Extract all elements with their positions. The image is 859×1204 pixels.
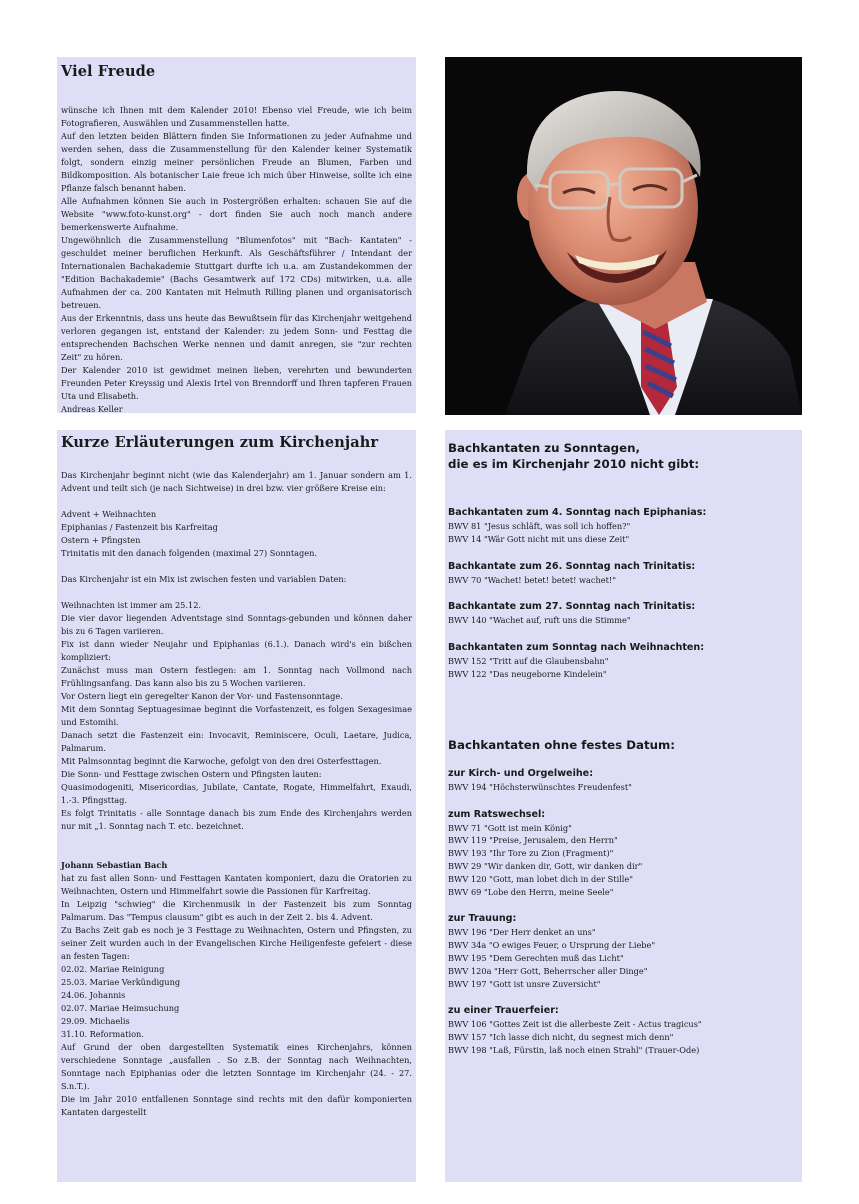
feast-item: 29.09. Michaelis (61, 1016, 130, 1026)
intro-paragraph: Auf den letzten beiden Blättern finden Sie Informationen zu jeder Aufnahme und werden sehen, dass die Zusammenstellung für den Kalender keiner Systematik folgt, sondern einzig meiner persönlichen Freude an Blumen, Farben und Bildkomposition. Als botanischer Laie freue ich mich über Hinweise, sollte ich eine Pflanze falsch benannt haben. (61, 131, 412, 193)
circle-item: Epiphanias / Fastenzeit bis Karfreitag (61, 522, 218, 532)
intro-paragraph: Aus der Erkenntnis, dass uns heute das Bewußtsein für das Kirchenjahr weitgehend verloren gegangen ist, entstand der Kalender: zu jedem Sonn- und Festtag die entsprechenden Bachschen Werke nennen und damit anregen, sie "zur rechten Zeit" zu hören. (61, 313, 412, 362)
signature: Andreas Keller (61, 404, 123, 414)
section-heading: Bachkantate zum 27. Sonntag nach Trinitatis: (448, 601, 696, 613)
feast-item: 24.06. Johannis (61, 990, 126, 1000)
intro-panel (57, 57, 416, 413)
cantata-item: BWV 34a "O ewiges Feuer, o Ursprung der Liebe" (448, 940, 656, 951)
detail-line: Danach setzt die Fastenzeit ein: Invocavit, Reminiscere, Oculi, Laetare, Judica, Palmarum. (61, 730, 412, 753)
intro-title: Viel Freude (61, 63, 156, 80)
cantata-item: BWV 193 "Ihr Tore zu Zion (Fragment)" (448, 848, 614, 859)
section-heading: zur Kirch- und Orgelweihe: (448, 767, 594, 779)
kirchenjahr-intro: Das Kirchenjahr beginnt nicht (wie das Kalenderjahr) am 1. Januar sondern am 1. Advent und teilt sich (je nach Sichtweise) in drei bzw. vier größere Kreise ein: (61, 470, 412, 493)
cantata-item: BWV 106 "Gottes Zeit ist die allerbeste Zeit - Actus tragicus" (448, 1019, 702, 1030)
detail-line: Quasimodogeniti, Misericordias, Jubilate, Cantate, Rogate, Himmelfahrt, Exaudi, 1.-3. Pfingsttag. (61, 782, 412, 805)
kantaten-panel (445, 430, 802, 1182)
kirchenjahr-mix: Das Kirchenjahr ist ein Mix ist zwischen festen und variablen Daten: (61, 574, 347, 584)
kantaten-section (448, 912, 798, 990)
detail-line: Die Sonn- und Festtage zwischen Ostern und Pfingsten lauten: (61, 769, 322, 779)
feast-item: 02.02. Mariae Reinigung (61, 964, 165, 974)
kantaten-section (448, 767, 798, 794)
detail-line: Weihnachten ist immer am 25.12. (61, 600, 202, 610)
section-heading: Bachkantate zum 26. Sonntag nach Trinitatis: (448, 560, 696, 572)
cantata-item: BWV 122 "Das neugeborne Kindelein" (448, 668, 607, 679)
intro-text (61, 104, 412, 416)
kantaten-title (448, 440, 798, 472)
cantata-item: BWV 198 "Laß, Fürstin, laß noch einen Strahl" (Trauer-Ode) (448, 1044, 700, 1055)
cantata-item: BWV 194 "Höchsterwünschtes Freudenfest" (448, 781, 632, 792)
detail-line: Die vier davor liegenden Adventstage sind Sonntags-gebunden und können daher bis zu 6 Tagen variieren. (61, 613, 412, 636)
kantaten-section (448, 506, 798, 546)
cantata-item: BWV 14 "Wär Gott nicht mit uns diese Zeit" (448, 533, 630, 544)
detail-line: Mit Palmsonntag beginnt die Karwoche, gefolgt von den drei Osterfesttagen. (61, 756, 382, 766)
free-title: Bachkantaten ohne festes Datum: (448, 737, 676, 752)
circle-item: Advent + Weihnachten (61, 509, 157, 519)
intro-paragraph: wünsche ich Ihnen mit dem Kalender 2010! Ebenso viel Freude, wie ich beim Fotografieren, Auswählen und Zusammenstellen hatte. (61, 105, 412, 128)
kirchenjahr-panel (57, 430, 416, 1182)
kantaten-section (448, 1004, 798, 1056)
feast-item: 25.03. Mariae Verkündigung (61, 977, 181, 987)
bach-paragraph: hat zu fast allen Sonn- und Festtagen Kantaten komponiert, dazu die Oratorien zu Weihnachten, Ostern und Himmelfahrt sowie die Passionen für Karfreitag. (61, 873, 412, 896)
kirchenjahr-text (61, 469, 412, 1119)
kantaten-section (448, 641, 798, 681)
closing-paragraph: Die im Jahr 2010 entfallenen Sonntage sind rechts mit den dafür komponierten Kantaten dargestellt (61, 1094, 412, 1117)
detail-line: Zunächst muss man Ostern festlegen: am 1. Sonntag nach Vollmond nach Frühlingsanfang. Das kann also bis zu 5 Wochen variieren. (61, 665, 412, 688)
kirchenjahr-title: Kurze Erläuterungen zum Kirchenjahr (61, 434, 379, 451)
section-heading: zu einer Trauerfeier: (448, 1005, 559, 1017)
cantata-item: BWV 70 "Wachet! betet! betet! wachet!" (448, 574, 616, 585)
section-heading: zur Trauung: (448, 913, 517, 925)
cantata-item: BWV 195 "Dem Gerechten muß das Licht" (448, 952, 624, 963)
cantata-item: BWV 81 "Jesus schläft, was soll ich hoffen?" (448, 521, 631, 531)
section-heading: Bachkantaten zum 4. Sonntag nach Epiphanias: (448, 507, 707, 518)
feast-item: 02.07. Mariae Heimsuchung (61, 1003, 180, 1013)
cantata-item: BWV 157 "Ich lasse dich nicht, du segnest mich denn" (448, 1032, 674, 1043)
intro-paragraph: Alle Aufnahmen können Sie auch in Postergrößen erhalten: schauen Sie auf die Website "www.foto-kunst.org" - dort finden Sie auch noch manch andere bemerkenswerte Aufnahme. (61, 196, 412, 232)
cantata-item: BWV 71 "Gott ist mein König" (448, 822, 572, 833)
cantata-item: BWV 120 "Gott, man lobet dich in der Stille" (448, 873, 634, 884)
intro-paragraph: Ungewöhnlich die Zusammenstellung "Blumenfotos" mit "Bach- Kantaten" - geschuldet meiner beruflichen Herkunft. Als Geschäftsführer / Intendant der Internationalen Bachakademie Stuttgart durfte ich u.a. am Zustandekommen der "Edition Bachakademie" (Bachs Gesamtwerk auf 172 CDs) mitwirken, u.a. alle Aufnahmen der ca. 200 Kantaten mit Helmuth Rilling planen und organisatorisch betreuen. (61, 235, 412, 310)
detail-line: Vor Ostern liegt ein geregelter Kanon der Vor- und Fastensonntage. (61, 691, 343, 701)
kantaten-section (448, 808, 798, 899)
cantata-item: BWV 152 "Tritt auf die Glaubensbahn" (448, 656, 609, 667)
kantaten-title-line: Bachkantaten zu Sonntagen, (448, 441, 640, 455)
detail-line: Fix ist dann wieder Neujahr und Epiphanias (6.1.). Danach wird's ein bißchen kompliziert: (61, 639, 412, 662)
detail-line: Es folgt Trinitatis - alle Sonntage danach bis zum Ende des Kirchenjahrs werden nur mit „1. Sonntag nach T. etc. bezeichnet. (61, 808, 412, 831)
cantata-item: BWV 140 "Wachet auf, ruft uns die Stimme" (448, 615, 631, 626)
kantaten-title-line: die es im Kirchenjahr 2010 nicht gibt: (448, 457, 700, 471)
bach-paragraph: Zu Bachs Zeit gab es noch je 3 Festtage zu Weihnachten, Ostern und Pfingsten, zu seiner Zeit wurden auch in der Evangelischen Kirche Heiligenfeste gefeiert - diese an festen Tagen: (61, 925, 412, 961)
detail-line: Mit dem Sonntag Septuagesimae beginnt die Vorfastenzeit, es folgen Sexagesimae und Estomihi. (61, 704, 412, 727)
cantata-item: BWV 120a "Herr Gott, Beherrscher aller Dinge" (448, 965, 648, 976)
cantata-item: BWV 119 "Preise, Jerusalem, den Herrn" (448, 835, 618, 846)
kantaten-section (448, 600, 798, 627)
cantata-item: BWV 29 "Wir danken dir, Gott, wir danken dir" (448, 860, 643, 871)
portrait-image (445, 57, 802, 415)
circle-item: Trinitatis mit den danach folgenden (maximal 27) Sonntagen. (61, 548, 318, 558)
cantata-item: BWV 69 "Lobe den Herrn, meine Seele" (448, 886, 614, 897)
circle-item: Ostern + Pfingsten (61, 535, 141, 545)
kantaten-section (448, 560, 798, 587)
closing-paragraph: Auf Grund der oben dargestellten Systematik eines Kirchenjahrs, können verschiedene Sonntage „ausfallen . So z.B. der Sonntag nach Weihnachten, Sonntage nach Epiphanias oder die letzten Sonntage im Kirchenjahr (24. - 27. S.n.T.). (61, 1042, 412, 1091)
feast-item: 31.10. Reformation. (61, 1029, 144, 1039)
section-heading: zum Ratswechsel: (448, 808, 546, 820)
bach-paragraph: In Leipzig "schwieg" die Kirchenmusik in der Fastenzeit bis zum Sonntag Palmarum. Das "Tempus clausum" gibt es auch in der Zeit 2. bis 4. Advent. (61, 899, 412, 922)
cantata-item: BWV 196 "Der Herr denket an uns" (448, 927, 596, 938)
bach-heading: Johann Sebastian Bach (61, 860, 168, 870)
cantata-item: BWV 197 "Gott ist unsre Zuversicht" (448, 978, 601, 989)
section-heading: Bachkantaten zum Sonntag nach Weihnachten: (448, 642, 705, 654)
intro-paragraph: Der Kalender 2010 ist gewidmet meinen lieben, verehrten und bewunderten Freunden Peter Kreyssig und Alexis Irtel von Brenndorff und Ihren tapferen Frauen Uta und Elisabeth. (61, 365, 412, 401)
portrait-photo (445, 57, 802, 415)
